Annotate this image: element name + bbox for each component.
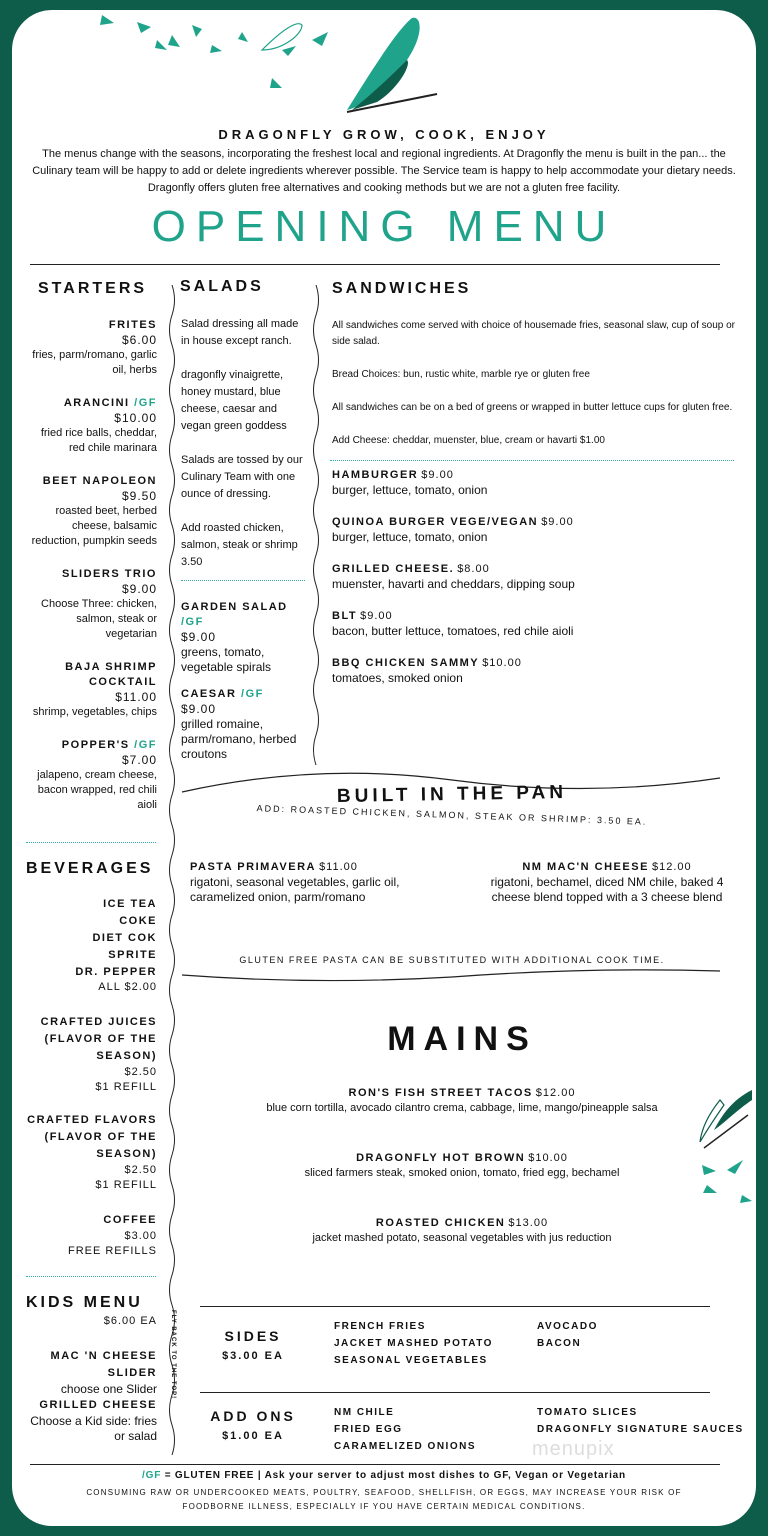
gf-tag: /GF (129, 739, 157, 751)
watermark: menupix (532, 1438, 615, 1460)
starter-price: $10.00 (114, 411, 157, 425)
side-item: AVOCADO (537, 1321, 598, 1332)
gf-pasta-note: GLUTEN FREE PASTA CAN BE SUBSTITUTED WITH ADDITIONAL COOK TIME. (239, 955, 665, 965)
starter-name (22, 318, 157, 333)
main-item (192, 1216, 732, 1246)
main-price: $13.00 (508, 1217, 549, 1229)
starter-name (22, 567, 157, 582)
main-price: $10.00 (528, 1152, 568, 1164)
starter-desc: shrimp, vegetables, chips (32, 706, 157, 718)
main-title (192, 1216, 732, 1231)
salads-note-4: Add roasted chicken, salmon, steak or shrimp 3.50 (181, 522, 298, 568)
sandwich-item (332, 515, 732, 545)
kids-side-note: Choose a Kid side: fries or salad (30, 1414, 157, 1443)
salads-list (181, 600, 307, 774)
kids-items (22, 1348, 157, 1444)
sandwich-item (332, 609, 732, 639)
sandwich-price: $9.00 (360, 610, 393, 622)
kids-price: $6.00 EA (103, 1315, 157, 1327)
starter-name-text: ARANCINI (63, 397, 130, 409)
starters-wave-divider (166, 285, 178, 1455)
addons-col-2 (537, 1404, 744, 1438)
salad-name-text: GARDEN SALAD (181, 601, 288, 613)
main-name: DRAGONFLY HOT BROWN (356, 1152, 526, 1164)
starters-divider (26, 842, 156, 843)
menu-page (12, 10, 756, 1526)
juice-refill: $1 REFILL (95, 1081, 157, 1093)
kids-heading: KIDS MENU (26, 1294, 143, 1311)
starters-list (22, 318, 157, 831)
sandwich-title (332, 609, 732, 624)
fly-back-link[interactable]: FLY BACK TO THE TOP! (170, 1310, 176, 1400)
mains-list (192, 1086, 732, 1281)
sandwich-price: $9.00 (541, 516, 574, 528)
starter-desc: Choose Three: chicken, salmon, steak or vegetarian (41, 598, 157, 640)
mac-name: NM MAC'N CHEESE (522, 861, 649, 873)
flavors-item (22, 1112, 157, 1193)
addon-item: CARAMELIZED ONIONS (334, 1441, 476, 1452)
coffee-refill: FREE REFILLS (67, 1245, 157, 1257)
addons-col-1 (334, 1404, 476, 1455)
soda-item: DIET COK (92, 932, 157, 944)
kids-item-slider: SLIDER (107, 1367, 157, 1379)
main-desc: jacket mashed potato, seasonal vegetables with jus reduction (312, 1232, 612, 1244)
title-divider (30, 264, 720, 265)
starter-item (22, 660, 157, 720)
primavera-desc: rigatoni, seasonal vegetables, garlic oil, caramelized onion, parm/romano (190, 875, 400, 904)
juice-price: $2.50 (124, 1066, 157, 1078)
sides-divider-bottom (200, 1392, 710, 1393)
addon-item: TOMATO SLICES (537, 1407, 638, 1418)
pan-wave-bottom (182, 965, 722, 985)
gf-tag: /GF (129, 397, 157, 409)
mac-desc: rigatoni, bechamel, diced NM chile, baked 4 cheese blend topped with a 3 cheese blend (490, 875, 724, 904)
side-item: SEASONAL VEGETABLES (334, 1355, 488, 1366)
gf-legend-text: = GLUTEN FREE | Ask your server to adjust most dishes to GF, Vegan or Vegetarian (161, 1470, 626, 1481)
salads-note-2: dragonfly vinaigrette, honey mustard, blue cheese, caesar and vegan green goddess (181, 369, 287, 432)
starter-name (22, 396, 157, 411)
sandwich-name: BLT (332, 610, 358, 622)
sandwich-desc: burger, lettuce, tomato, onion (332, 483, 488, 497)
salad-name-text: CAESAR (181, 688, 237, 700)
starter-name (22, 660, 157, 690)
main-name: ROASTED CHICKEN (375, 1217, 506, 1229)
sides-col-2 (537, 1318, 598, 1352)
starter-item (22, 567, 157, 642)
juice-name: CRAFTED JUICES (FLAVOR OF THE SEASON) (40, 1016, 157, 1062)
soda-item: DR. PEPPER (75, 966, 157, 978)
salads-wave-divider (310, 285, 322, 755)
starter-price: $6.00 (121, 333, 157, 347)
sandwiches-note-1: All sandwiches come served with choice of housemade fries, seasonal slaw, cup of soup or side salad. (332, 320, 735, 347)
soda-price: ALL $2.00 (98, 981, 157, 993)
sandwich-title (332, 515, 732, 530)
mains-heading: MAINS (387, 1020, 537, 1058)
starter-price: $9.00 (121, 582, 157, 596)
starter-desc: fried rice balls, cheddar, red chile marinara (40, 427, 157, 454)
main-item (192, 1151, 732, 1181)
side-item: FRENCH FRIES (334, 1321, 426, 1332)
main-desc: sliced farmers steak, smoked onion, tomato, fried egg, bechamel (304, 1167, 620, 1179)
mac-price: $12.00 (651, 861, 692, 873)
starter-desc: fries, parm/romano, garlic oil, herbs (32, 349, 157, 376)
kids-item-mac: MAC 'N CHEESE (50, 1350, 157, 1362)
salad-price: $9.00 (181, 702, 217, 716)
starter-name-text: FRITES (108, 319, 157, 331)
sides-col-1 (334, 1318, 493, 1369)
soda-item: SPRITE (108, 949, 157, 961)
sandwich-desc: tomatoes, smoked onion (332, 671, 463, 685)
sandwich-name: HAMBURGER (332, 469, 419, 481)
side-item: JACKET MASHED POTATO (334, 1338, 493, 1349)
sandwich-name: GRILLED CHEESE. (332, 563, 455, 575)
coffee-name: COFFEE (103, 1214, 157, 1226)
addons-price: $1.00 EA (222, 1430, 284, 1442)
dragonfly-logo-icon (12, 10, 756, 140)
addons-heading: ADD ONS (210, 1408, 296, 1424)
salad-item (181, 600, 307, 675)
salad-desc: grilled romaine, parm/romano, herbed croutons (181, 717, 297, 761)
starter-desc: jalapeno, cream cheese, bacon wrapped, red chili aioli (37, 769, 157, 811)
kids-slider-note: choose one Slider (60, 1382, 157, 1396)
primavera-name: PASTA PRIMAVERA (190, 861, 316, 873)
flavors-refill: $1 REFILL (95, 1179, 157, 1191)
starter-item (22, 474, 157, 549)
sandwiches-note-3: All sandwiches can be on a bed of greens or wrapped in butter lettuce cups for gluten free. (332, 402, 733, 413)
gf-key: /GF (142, 1470, 162, 1481)
pan-heading: BUILT IN THE PAN (336, 781, 568, 808)
starter-price: $9.50 (121, 489, 157, 503)
beverages-heading: BEVERAGES (26, 860, 154, 877)
salads-heading: SALADS (180, 278, 264, 295)
gf-tag: /GF (236, 688, 264, 700)
page-title: OPENING MENU (151, 202, 617, 251)
salad-desc: greens, tomato, vegetable spirals (181, 645, 272, 674)
salad-item (181, 687, 307, 762)
starter-name-text: POPPER'S (61, 739, 130, 751)
pan-item-primavera (190, 860, 430, 905)
sandwich-desc: burger, lettuce, tomato, onion (332, 530, 488, 544)
addon-item: DRAGONFLY SIGNATURE SAUCES (537, 1424, 744, 1435)
sandwich-name: BBQ CHICKEN SAMMY (332, 657, 480, 669)
addon-item: NM CHILE (334, 1407, 395, 1418)
side-item: BACON (537, 1338, 582, 1349)
sandwiches-note-2: Bread Choices: bun, rustic white, marble rye or gluten free (332, 369, 590, 380)
salad-price: $9.00 (181, 630, 217, 644)
salad-name (181, 687, 307, 702)
sides-heading: SIDES (224, 1328, 282, 1344)
main-name: RON'S FISH STREET TACOS (348, 1087, 533, 1099)
sandwich-title (332, 656, 732, 671)
sandwiches-notes (332, 318, 742, 449)
starter-price: $11.00 (115, 690, 157, 704)
intro-text: The menus change with the seasons, incorporating the freshest local and regional ingredients. At Dragonfly the menu is built in the pan... the Culinary team will be happy to add or delete ingredients wherever possible. The Service team is happy to help accommodate your dietary needs. Dragonfly offers gluten free alternatives and cooking methods but we are not a gluten free facility. (32, 148, 736, 194)
main-item (192, 1086, 732, 1116)
starter-desc: roasted beet, herbed cheese, balsamic reduction, pumpkin seeds (31, 505, 157, 547)
starter-price: $7.00 (121, 753, 157, 767)
sandwich-item (332, 468, 732, 498)
footer-divider (30, 1464, 720, 1465)
starter-item (22, 738, 157, 813)
pan-item-mac (472, 860, 742, 905)
salads-notes (181, 316, 305, 571)
sides-price: $3.00 EA (222, 1350, 284, 1362)
sandwich-item (332, 656, 732, 686)
main-title (192, 1151, 732, 1166)
beverages-divider (26, 1276, 156, 1277)
sandwiches-heading: SANDWICHES (332, 280, 472, 297)
salad-name (181, 600, 307, 630)
food-warning: CONSUMING RAW OR UNDERCOOKED MEATS, POULTRY, SEAFOOD, SHELLFISH, OR EGGS, MAY INCREASE YOUR RISK OF FOODBORNE ILLNESS, ESPECIALLY IF YOU HAVE CERTAIN MEDICAL CONDITIONS. (86, 1488, 682, 1511)
main-desc: blue corn tortilla, avocado cilantro crema, cabbage, lime, mango/pineapple salsa (266, 1102, 658, 1114)
starters-heading: STARTERS (38, 280, 148, 297)
juice-item (22, 1014, 157, 1095)
soda-list (22, 896, 157, 981)
sandwich-name: QUINOA BURGER VEGE/VEGAN (332, 516, 539, 528)
sandwich-price: $9.00 (421, 469, 454, 481)
pan-add-note: ADD: ROASTED CHICKEN, SALMON, STEAK OR SHRIMP: 3.50 EA. (256, 803, 648, 827)
soda-item: COKE (119, 915, 157, 927)
sandwiches-divider (330, 460, 734, 461)
kids-item-grilled: GRILLED CHEESE (39, 1399, 157, 1411)
sandwiches-list (332, 468, 732, 703)
gf-legend (12, 1470, 756, 1481)
starter-item (22, 318, 157, 378)
salads-note-3: Salads are tossed by our Culinary Team with one ounce of dressing. (181, 454, 303, 500)
sandwich-desc: bacon, butter lettuce, tomatoes, red chile aioli (332, 624, 574, 638)
sides-divider-top (200, 1306, 710, 1307)
gf-tag: /GF (181, 616, 204, 628)
flavors-price: $2.50 (124, 1164, 157, 1176)
starter-name-text: BEET NAPOLEON (42, 475, 157, 487)
primavera-price: $11.00 (319, 861, 358, 873)
sandwich-item (332, 562, 732, 592)
addon-item: FRIED EGG (334, 1424, 403, 1435)
sandwiches-note-4: Add Cheese: cheddar, muenster, blue, cream or havarti $1.00 (332, 435, 605, 446)
sandwich-desc: muenster, havarti and cheddars, dipping soup (332, 577, 575, 591)
side-dragonfly-icon (692, 1070, 756, 1210)
starter-name-text: BAJA SHRIMP COCKTAIL (65, 661, 157, 688)
starter-name (22, 474, 157, 489)
main-price: $12.00 (535, 1087, 576, 1099)
main-title (192, 1086, 732, 1101)
sandwich-price: $8.00 (457, 563, 490, 575)
salads-divider (181, 580, 305, 581)
coffee-price: $3.00 (124, 1230, 157, 1242)
sandwich-title (332, 468, 732, 483)
brand-tagline: DRAGONFLY GROW, COOK, ENJOY (218, 127, 550, 142)
flavors-name: CRAFTED FLAVORS (FLAVOR OF THE SEASON) (27, 1114, 157, 1160)
soda-item: ICE TEA (103, 898, 157, 910)
starter-item (22, 396, 157, 456)
sandwich-price: $10.00 (482, 657, 522, 669)
starter-name (22, 738, 157, 753)
starter-name-text: SLIDERS TRIO (61, 568, 157, 580)
salads-note-1: Salad dressing all made in house except ranch. (181, 318, 299, 347)
coffee-item (22, 1212, 157, 1259)
sandwich-title (332, 562, 732, 577)
